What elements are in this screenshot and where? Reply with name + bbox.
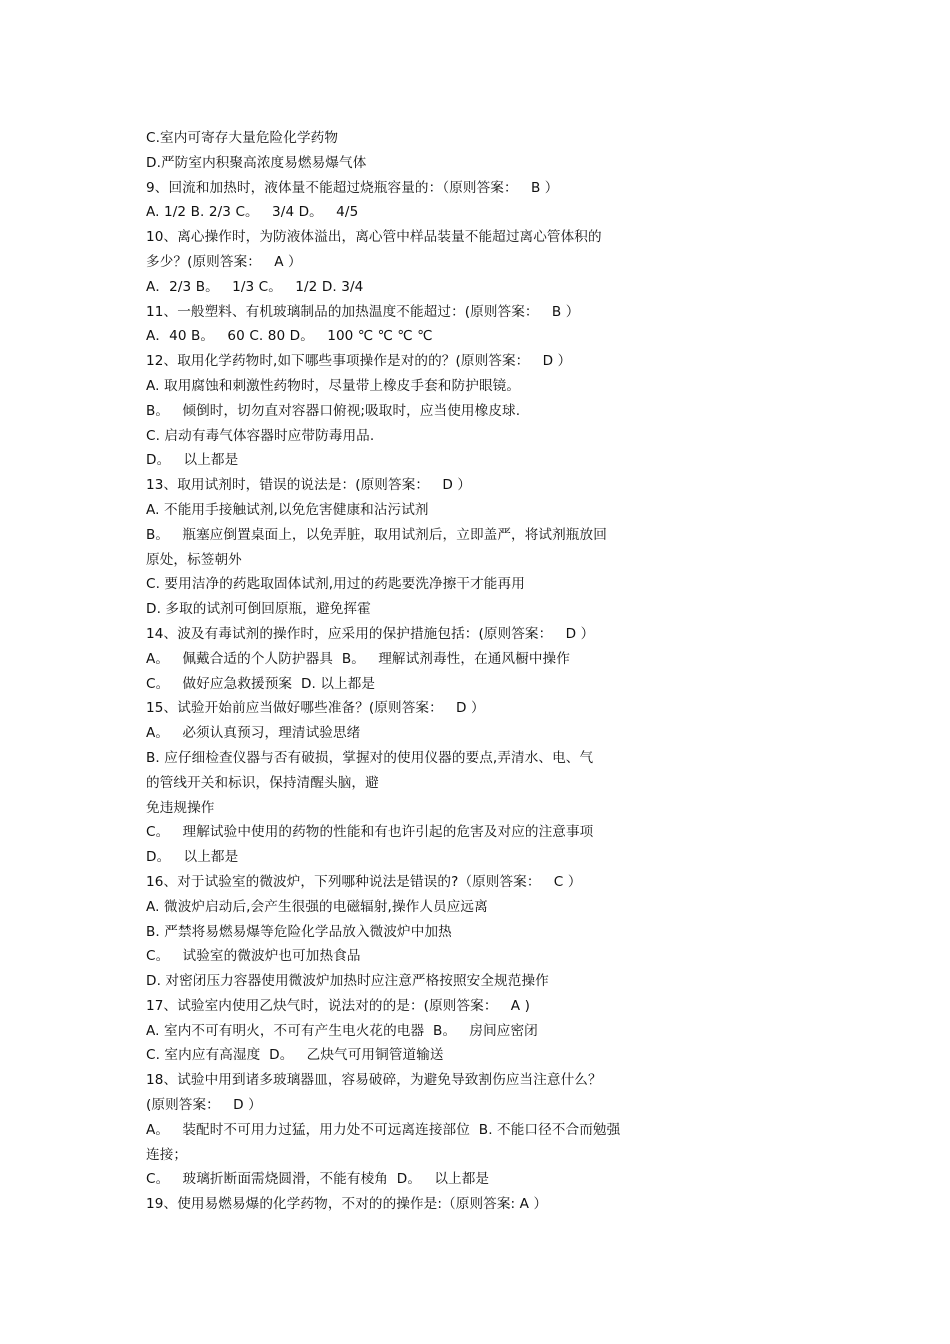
question-13-option-b-continued: 原处，标签朝外	[146, 551, 242, 568]
question-17-options-ab: A. 室内不可有明火，不可有产生电火花的电器 B。 房间应密闭	[146, 1022, 538, 1039]
option-c-line: C.室内可寄存大量危险化学药物	[146, 130, 339, 146]
question-12: 12、取用化学药物时,如下哪些事项操作是对的的？(原则答案： D ）	[146, 353, 572, 370]
question-13-option-d: D. 多取的试剂可倒回原瓶，避免挥霍	[146, 601, 371, 618]
question-10-continued: 多少？(原则答案： A ）	[146, 253, 302, 270]
question-15-option-a: A。 必须认真预习，理清试验思绪	[146, 725, 361, 742]
question-9: 9、回流和加热时，液体量不能超过烧瓶容量的：（原则答案： B ）	[146, 179, 559, 196]
question-17-options-cd: C. 室内应有高湿度 D。 乙炔气可用铜管道输送	[146, 1047, 444, 1064]
question-16-option-b: B. 严禁将易燃易爆等危险化学品放入微波炉中加热	[146, 923, 452, 940]
question-12-option-b: B。 倾倒时，切勿直对容器口俯视;吸取时，应当使用橡皮球.	[146, 402, 521, 419]
option-d-line: D.严防室内积聚高浓度易燃易爆气体	[146, 154, 367, 171]
question-18-answer: (原则答案： D ）	[146, 1097, 262, 1114]
question-11-options: A．40 B。 60 C. 80 D。 100 ℃ ℃ ℃ ℃	[146, 328, 433, 345]
document-body	[146, 126, 716, 1217]
question-14-options-ab: A。 佩戴合适的个人防护器具 B。 理解试剂毒性，在通风橱中操作	[146, 650, 570, 667]
question-16: 16、对于试验室的微波炉，下列哪种说法是错误的?（原则答案： C ）	[146, 873, 582, 890]
question-13: 13、取用试剂时，错误的说法是：(原则答案： D ）	[146, 477, 472, 494]
question-15-option-b-continued-1: 的管线开关和标识，保持清醒头脑，避	[146, 774, 379, 791]
question-15-option-c: C。 理解试验中使用的药物的性能和有也许引起的危害及对应的注意事项	[146, 824, 594, 841]
question-18-options-cd: C。 玻璃折断面需烧圆滑，不能有棱角 D。 以上都是	[146, 1171, 490, 1188]
question-15-option-d: D。 以上都是	[146, 849, 239, 866]
question-18: 18、试验中用到诸多玻璃器皿，容易破碎，为避免导致割伤应当注意什么？	[146, 1072, 602, 1089]
question-10-options: A．2/3 B。 1/3 C。 1/2 D. 3/4	[146, 278, 364, 295]
question-13-option-a: A. 不能用手接触试剂,以免危害健康和沾污试剂	[146, 501, 429, 518]
question-13-option-c: C. 要用洁净的药匙取固体试剂,用过的药匙要洗净擦干才能再用	[146, 576, 525, 593]
question-16-option-a: A. 微波炉启动后,会产生很强的电磁辐射,操作人员应远离	[146, 898, 488, 915]
question-12-option-c: C. 启动有毒气体容器时应带防毒用品.	[146, 427, 375, 444]
question-12-option-a: A. 取用腐蚀和刺激性药物时，尽量带上橡皮手套和防护眼镜。	[146, 377, 521, 394]
question-14: 14、波及有毒试剂的操作时，应采用的保护措施包括：(原则答案： D ）	[146, 625, 595, 642]
question-10: 10、离心操作时，为防液体溢出，离心管中样品装量不能超过离心管体积的	[146, 229, 602, 246]
question-9-options: A. 1/2 B. 2/3 C。 3/4 D。 4/5	[146, 204, 359, 221]
question-19: 19、使用易燃易爆的化学药物，不对的的操作是:（原则答案: A ）	[146, 1196, 548, 1213]
question-18-options-ab: A。 装配时不可用力过猛，用力处不可远离连接部位 B. 不能口径不合而勉强	[146, 1121, 621, 1138]
question-14-options-cd: C。 做好应急救援预案 D. 以上都是	[146, 675, 376, 692]
question-16-option-d: D. 对密闭压力容器使用微波炉加热时应注意严格按照安全规范操作	[146, 973, 549, 990]
question-15: 15、试验开始前应当做好哪些准备？(原则答案： D ）	[146, 700, 485, 717]
question-18-options-ab-continued: 连接；	[146, 1146, 188, 1163]
question-17: 17、试验室内使用乙炔气时，说法对的的是：(原则答案： A )	[146, 997, 531, 1014]
question-16-option-c: C。 试验室的微波炉也可加热食品	[146, 948, 361, 965]
question-11: 11、一般塑料、有机玻璃制品的加热温度不能超过：(原则答案： B ）	[146, 303, 580, 320]
question-15-option-b-continued-2: 免违规操作	[146, 799, 215, 816]
question-12-option-d: D。 以上都是	[146, 452, 239, 469]
question-15-option-b: B. 应仔细检查仪器与否有破损，掌握对的使用仪器的要点,弄清水、电、气	[146, 749, 594, 766]
question-13-option-b: B。 瓶塞应倒置桌面上，以免弄脏，取用试剂后，立即盖严，将试剂瓶放回	[146, 526, 607, 543]
